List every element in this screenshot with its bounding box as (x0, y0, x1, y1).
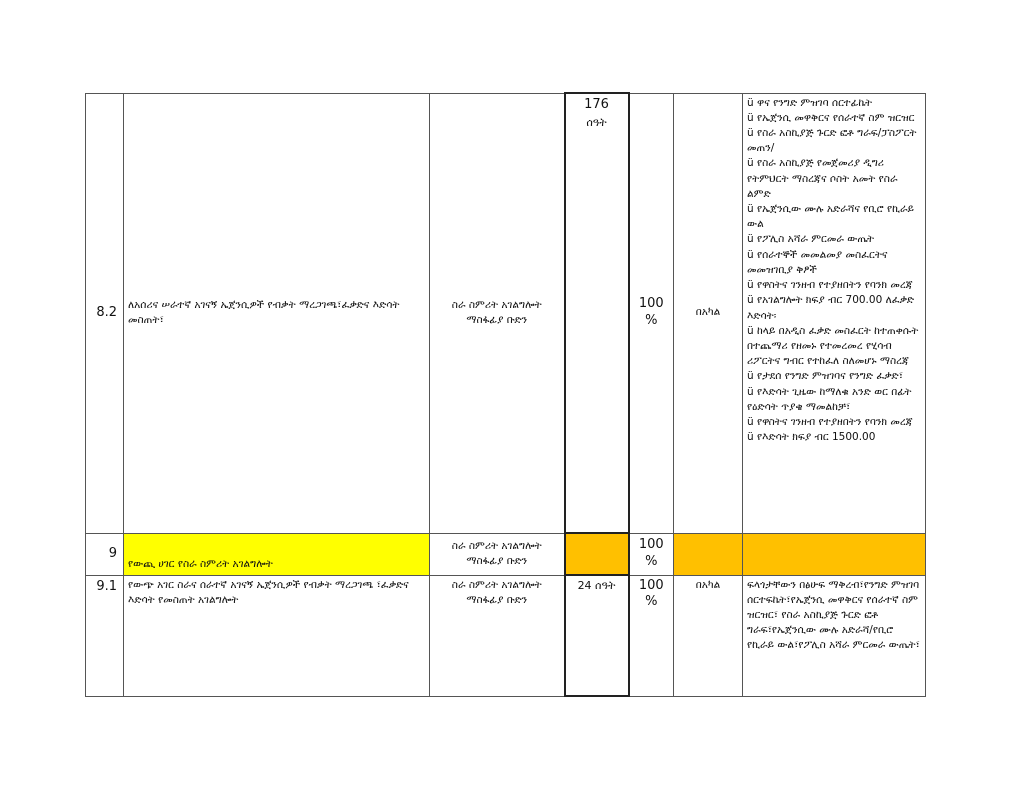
requirement-item: ü የስራ አስኪያጅ ጉርድ ፎቶ ግራፍ/ፓስፖርት መጠን/ (747, 126, 917, 155)
requirement-item: ü ከላይ በአዲስ ፈቃድ መስፈርት ከተጠቀሱት በተጨማሪ የዘመኑ የተመረመረ የሂሳብ ሪፖርትና ግብር የተከፈለ ስለመሆኑ ማስረጃ (747, 324, 919, 368)
requirement-item: ü የዋስትና ገንዘብ የተያዘበትን የባንክ መረጃ (747, 279, 913, 292)
percent: 100 % (629, 93, 674, 533)
requirement-item: ü የፖሊስ አሻራ ምርመራ ውጤት (747, 233, 875, 246)
responsible-unit: ስራ ስምሪት አገልግሎት ማስፋፊያ ቡድን (430, 93, 565, 533)
row-number: 9.1 (86, 575, 124, 696)
table-row (86, 575, 926, 696)
row-number: 9 (86, 533, 124, 575)
requirement-item: ü ዋና የንግድ ምዝገባ ሰርተፊኬት (747, 96, 873, 109)
service-name: የውጭ አገር ስራና ሰራተኛ አገናኝ ኤጀንሲዎች የብቃት ማረጋገጫ ፣ፈቃድና እድሳት የመስጠት አገልግሎት (124, 575, 430, 696)
requirements-text: ፍላጎታቸውን በፅሁፍ ማቅረብ፣የንግድ ምዝገባ ሰርተፍኬት፣የኤጀንሲ መዋቅርና የሰራተኛ ስም ዝርዝር፣ የስራ አስኪያጅ ጉርድ ፎቶ ግራፍ፣የኤጀንሲው ሙሉ አድራሻ/የቢሮ የኪራይ ውል፣የፖሊስ አሻራ ምርመራ ውጤት፣ (743, 575, 926, 696)
service-name: ለአሰሪና ሠራተኛ አገናኝ ኤጀንሲዎች የብቃት ማረጋገጫ፣ፈቃድና እድሳት መስጠት፣ (124, 93, 430, 533)
requirement-item: ü የሰራተኞች መመልመያ መስፈርትና መመዝገቢያ ቅፆች (747, 248, 888, 276)
requirement-item: ü የስራ አስኪያጅ የመጀመሪያ ዲግሪ የትምህርት ማስረጃና ሶስት አመት የስራ ልምድ (747, 157, 898, 200)
requirement-item: ü የአገልግሎት ክፍያ ብር 700.00 ለፈቃድ እድሳት፡ (747, 294, 915, 322)
requirement-item: ü የእድሳት ክፍያ ብር 1500.00 (747, 431, 876, 444)
percent: 100 % (629, 575, 674, 696)
responsible-unit: ስራ ስምሪት አገልግሎት ማስፋፊያ ቡድን (430, 575, 565, 696)
percent: 100 % (629, 533, 674, 575)
service-place (674, 533, 743, 575)
requirements-list (743, 93, 926, 533)
service-time-unit: ሰዓት (586, 115, 607, 129)
service-time (565, 533, 629, 575)
requirements-list (743, 533, 926, 575)
requirement-item: ü የኤጀንሲው ሙሉ አድራሻና የቢሮ የኪራይ ውል (747, 203, 914, 231)
table-row (86, 93, 926, 533)
service-place: በአካል (674, 93, 743, 533)
service-time-value: 176 (584, 97, 609, 112)
requirement-item: ü የዋስትና ገንዘብ የተያዘበትን የባንክ መረጃ (747, 416, 913, 429)
requirement-item: ü የእድሳት ጊዜው ከማለቁ አንድ ወር በፊት የዕድሳት ጥያቄ ማመልከቻ፣ (747, 385, 912, 413)
service-time (565, 93, 629, 533)
service-name: የውጪ ሀገር የስራ ስምሪት አገልግሎት (124, 533, 430, 575)
table-row (86, 533, 926, 575)
service-place: በአካል (674, 575, 743, 696)
responsible-unit: ስራ ስምሪት አገልግሎት ማስፋፊያ ቡድን (430, 533, 565, 575)
services-table (85, 92, 926, 697)
row-number: 8.2 (86, 93, 124, 533)
requirement-item: ü የኤጀንሲ መዋቅርና የሰራተኛ ስም ዝርዝር (747, 111, 915, 124)
service-time: 24 ሰዓት (565, 575, 629, 696)
requirement-item: ü የታደሰ የንግድ ምዝገባና የንግድ ፈቃድ፣ (747, 370, 903, 383)
